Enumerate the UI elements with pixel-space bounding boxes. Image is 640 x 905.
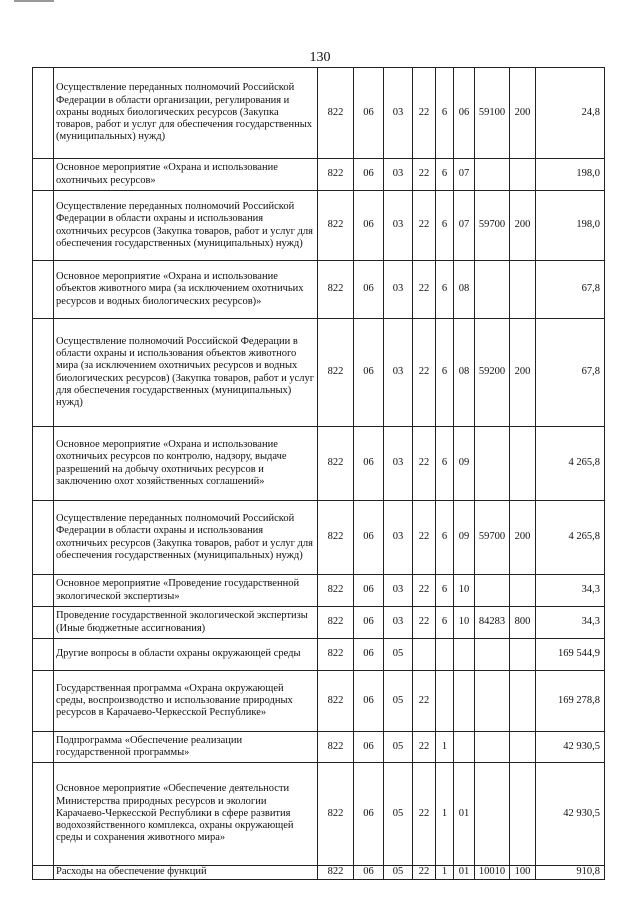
expense-type-code: 200 [510,501,536,575]
subprogram-code: 6 [436,191,454,261]
direction-code: 10010 [475,866,510,880]
grbs-code: 822 [318,639,354,671]
table-row [33,607,605,639]
amount: 67,8 [536,319,605,427]
amount: 4 265,8 [536,427,605,501]
grbs-code: 822 [318,866,354,880]
row-index-cell [33,427,54,501]
program-code: 22 [413,68,436,159]
expense-type-code [510,261,536,319]
grbs-code: 822 [318,763,354,866]
subsection-code: 05 [384,732,413,763]
page-number: 130 [309,50,331,65]
table-row [33,575,605,607]
row-name: Расходы на обеспечение функций [54,866,318,880]
row-name: Проведение государственной экологической экспертизы (Иные бюджетные ассигнования) [54,607,318,639]
table-row [33,427,605,501]
expense-type-code [510,575,536,607]
section-code: 06 [354,671,384,732]
row-index-cell [33,68,54,159]
grbs-code: 822 [318,191,354,261]
table-row [33,68,605,159]
section-code: 06 [354,159,384,191]
grbs-code: 822 [318,671,354,732]
section-code: 06 [354,501,384,575]
direction-code: 84283 [475,607,510,639]
amount: 169 278,8 [536,671,605,732]
direction-code: 59700 [475,501,510,575]
direction-code [475,639,510,671]
event-code: 09 [454,501,475,575]
amount: 910,8 [536,866,605,880]
event-code: 07 [454,191,475,261]
row-index-cell [33,639,54,671]
event-code: 09 [454,427,475,501]
row-index-cell [33,763,54,866]
amount: 24,8 [536,68,605,159]
direction-code [475,159,510,191]
expense-type-code: 800 [510,607,536,639]
row-index-cell [33,159,54,191]
table-row [33,501,605,575]
table-row [33,319,605,427]
row-name: Осуществление переданных полномочий Российской Федерации в области охраны и использования охотничьих ресурсов (Закупка товаров, работ и услуг для обеспечения государственных (муниципальных) нужд) [54,501,318,575]
scan-artifact [14,0,54,2]
event-code: 10 [454,607,475,639]
subprogram-code: 6 [436,575,454,607]
subprogram-code: 6 [436,501,454,575]
row-name: Осуществление переданных полномочий Российской Федерации в области организации, регулирования и охраны водных биологических ресурсов (Закупка товаров, работ и услуг для обеспечения государственных (муниципальных) нужд) [54,68,318,159]
section-code: 06 [354,575,384,607]
event-code [454,639,475,671]
subprogram-code: 6 [436,607,454,639]
grbs-code: 822 [318,575,354,607]
row-name: Основное мероприятие «Охрана и использование охотничьих ресурсов по контролю, надзору, выдаче разрешений на добычу охотничьих ресурсов и заключению охот хозяйственных соглашений» [54,427,318,501]
event-code: 10 [454,575,475,607]
event-code: 08 [454,261,475,319]
event-code: 06 [454,68,475,159]
table-row [33,732,605,763]
row-index-cell [33,501,54,575]
row-name: Государственная программа «Охрана окружающей среды, воспроизводство и использование природных ресурсов в Карачаево-Черкесской Республике» [54,671,318,732]
grbs-code: 822 [318,607,354,639]
section-code: 06 [354,639,384,671]
program-code: 22 [413,575,436,607]
section-code: 06 [354,427,384,501]
direction-code: 59200 [475,319,510,427]
subsection-code: 03 [384,159,413,191]
program-code [413,639,436,671]
section-code: 06 [354,261,384,319]
subprogram-code: 6 [436,68,454,159]
subsection-code: 03 [384,501,413,575]
direction-code: 59100 [475,68,510,159]
subprogram-code: 6 [436,319,454,427]
program-code: 22 [413,261,436,319]
subprogram-code: 6 [436,261,454,319]
table-row [33,159,605,191]
expense-type-code [510,763,536,866]
expense-type-code: 200 [510,319,536,427]
table-row [33,763,605,866]
subprogram-code: 1 [436,732,454,763]
amount: 34,3 [536,575,605,607]
row-name: Подпрограмма «Обеспечение реализации государственной программы» [54,732,318,763]
program-code: 22 [413,191,436,261]
grbs-code: 822 [318,427,354,501]
program-code: 22 [413,671,436,732]
event-code [454,671,475,732]
section-code: 06 [354,866,384,880]
section-code: 06 [354,763,384,866]
amount: 42 930,5 [536,732,605,763]
subsection-code: 03 [384,191,413,261]
expense-type-code [510,639,536,671]
table-body [33,68,605,880]
amount: 67,8 [536,261,605,319]
event-code: 07 [454,159,475,191]
section-code: 06 [354,607,384,639]
row-name: Другие вопросы в области охраны окружающей среды [54,639,318,671]
expense-type-code: 200 [510,191,536,261]
grbs-code: 822 [318,732,354,763]
program-code: 22 [413,501,436,575]
row-name: Основное мероприятие «Охрана и использование охотничьих ресурсов» [54,159,318,191]
grbs-code: 822 [318,159,354,191]
row-name: Основное мероприятие «Охрана и использование объектов животного мира (за исключением охотничьих ресурсов и водных биологических ресурсов)» [54,261,318,319]
section-code: 06 [354,732,384,763]
subprogram-code: 1 [436,866,454,880]
subsection-code: 03 [384,607,413,639]
amount: 169 544,9 [536,639,605,671]
direction-code [475,671,510,732]
row-index-cell [33,261,54,319]
section-code: 06 [354,191,384,261]
section-code: 06 [354,319,384,427]
grbs-code: 822 [318,68,354,159]
section-code: 06 [354,68,384,159]
expense-type-code: 200 [510,68,536,159]
subprogram-code [436,671,454,732]
subsection-code: 03 [384,427,413,501]
event-code: 01 [454,763,475,866]
event-code [454,732,475,763]
row-name: Основное мероприятие «Обеспечение деятельности Министерства природных ресурсов и экологии Карачаево-Черкесской Республики в сфере развития водохозяйственного комплекса, охраны окружающей среды и сохранения животного мира» [54,763,318,866]
row-index-cell [33,866,54,880]
subsection-code: 05 [384,763,413,866]
program-code: 22 [413,866,436,880]
grbs-code: 822 [318,319,354,427]
subsection-code: 03 [384,319,413,427]
direction-code [475,261,510,319]
table-row [33,261,605,319]
expense-type-code [510,427,536,501]
program-code: 22 [413,319,436,427]
row-name: Осуществление переданных полномочий Российской Федерации в области охраны и использования охотничьих ресурсов (Закупка товаров, работ и услуг для обеспечения государственных (муниципальных) нужд) [54,191,318,261]
amount: 198,0 [536,191,605,261]
row-index-cell [33,607,54,639]
direction-code [475,427,510,501]
grbs-code: 822 [318,501,354,575]
expense-type-code: 100 [510,866,536,880]
program-code: 22 [413,427,436,501]
program-code: 22 [413,763,436,866]
amount: 4 265,8 [536,501,605,575]
direction-code: 59700 [475,191,510,261]
expense-type-code [510,159,536,191]
row-name: Основное мероприятие «Проведение государственной экологической экспертизы» [54,575,318,607]
subprogram-code: 1 [436,763,454,866]
subsection-code: 05 [384,639,413,671]
subsection-code: 03 [384,575,413,607]
subsection-code: 03 [384,68,413,159]
program-code: 22 [413,159,436,191]
table-row [33,866,605,880]
amount: 42 930,5 [536,763,605,866]
subprogram-code: 6 [436,427,454,501]
event-code: 08 [454,319,475,427]
row-index-cell [33,319,54,427]
program-code: 22 [413,607,436,639]
subprogram-code: 6 [436,159,454,191]
row-name: Осуществление полномочий Российской Федерации в области охраны и использования объектов животного мира (за исключением охотничьих ресурсов и водных биологических ресурсов) (Закупка товаров, работ и услуг для обеспечения государственных (муниципальных) нужд) [54,319,318,427]
table-row [33,191,605,261]
subsection-code: 03 [384,261,413,319]
row-index-cell [33,671,54,732]
grbs-code: 822 [318,261,354,319]
table-row [33,639,605,671]
row-index-cell [33,732,54,763]
subprogram-code [436,639,454,671]
amount: 34,3 [536,607,605,639]
subsection-code: 05 [384,866,413,880]
amount: 198,0 [536,159,605,191]
row-index-cell [33,575,54,607]
event-code: 01 [454,866,475,880]
direction-code [475,763,510,866]
direction-code [475,575,510,607]
table-row [33,671,605,732]
direction-code [475,732,510,763]
budget-table [32,67,605,880]
expense-type-code [510,671,536,732]
expense-type-code [510,732,536,763]
subsection-code: 05 [384,671,413,732]
row-index-cell [33,191,54,261]
program-code: 22 [413,732,436,763]
